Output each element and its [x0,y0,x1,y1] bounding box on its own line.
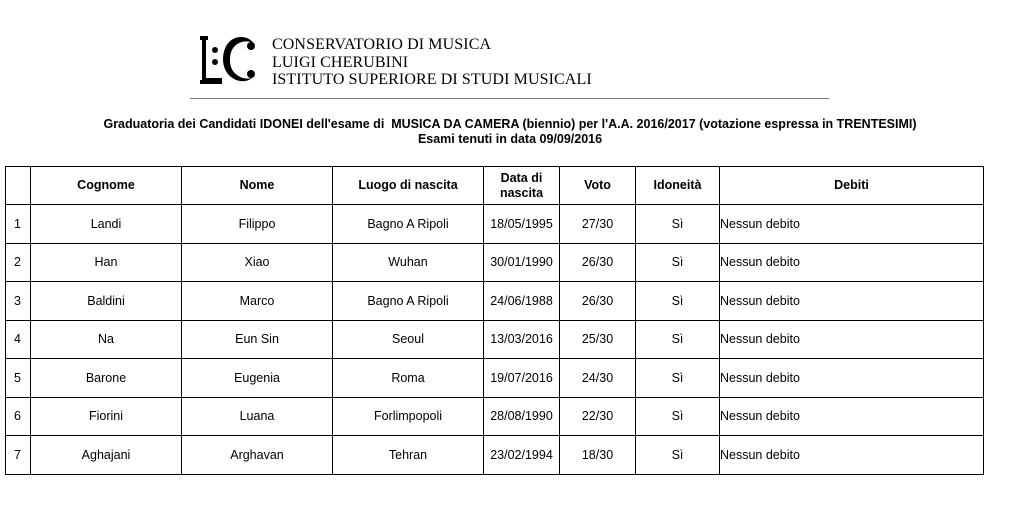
table-row [6,436,984,475]
row-index: 3 [6,282,31,321]
header-nome: Nome [182,167,333,205]
header-luogo-di-nascita: Luogo di nascita [333,167,484,205]
idoneita-cell: Sì [636,205,720,244]
voto-cell: 18/30 [560,436,636,475]
document-heading [0,117,1020,147]
debiti-cell: Nessun debito [720,282,984,321]
institution-name [272,36,592,89]
header-index [6,167,31,205]
cognome-cell: Barone [31,359,182,398]
idoneita-cell: Sì [636,436,720,475]
row-index: 1 [6,205,31,244]
row-index: 4 [6,320,31,359]
data-nascita-cell: 28/08/1990 [484,397,560,436]
table-body [6,205,984,475]
luogo-cell: Tehran [333,436,484,475]
header-divider [190,98,829,99]
nome-cell: Marco [182,282,333,321]
institution-line-2: LUIGI CHERUBINI [272,53,409,71]
data-nascita-cell: 19/07/2016 [484,359,560,398]
data-nascita-cell: 18/05/1995 [484,205,560,244]
table-row [6,243,984,282]
luogo-cell: Seoul [333,320,484,359]
heading-line-1: Graduatoria dei Candidati IDONEI dell'esame di MUSICA DA CAMERA (biennio) per l'A.A. 2016/2017 (votazione espressa in TRENTESIMI) [103,117,917,131]
luogo-cell: Wuhan [333,243,484,282]
voto-cell: 26/30 [560,243,636,282]
table-row [6,359,984,398]
row-index: 5 [6,359,31,398]
luogo-cell: Bagno A Ripoli [333,205,484,244]
cognome-cell: Han [31,243,182,282]
institution-line-3: ISTITUTO SUPERIORE DI STUDI MUSICALI [272,71,592,88]
debiti-cell: Nessun debito [720,205,984,244]
debiti-cell: Nessun debito [720,243,984,282]
header-cognome: Cognome [31,167,182,205]
table-row [6,320,984,359]
luogo-cell: Roma [333,359,484,398]
voto-cell: 22/30 [560,397,636,436]
idoneita-cell: Sì [636,243,720,282]
voto-cell: 25/30 [560,320,636,359]
nome-cell: Luana [182,397,333,436]
table-row [6,205,984,244]
cognome-cell: Na [31,320,182,359]
luogo-cell: Bagno A Ripoli [333,282,484,321]
nome-cell: Eun Sin [182,320,333,359]
table-header-row [6,167,984,205]
data-nascita-cell: 23/02/1994 [484,436,560,475]
debiti-cell: Nessun debito [720,359,984,398]
header-debiti: Debiti [720,167,984,205]
cognome-cell: Fiorini [31,397,182,436]
conservatorio-logo [196,32,258,90]
nome-cell: Filippo [182,205,333,244]
idoneita-cell: Sì [636,397,720,436]
cognome-cell: Baldini [31,282,182,321]
debiti-cell: Nessun debito [720,397,984,436]
heading-line-2: Esami tenuti in data 09/09/2016 [417,132,603,146]
table-row [6,397,984,436]
data-nascita-cell: 13/03/2016 [484,320,560,359]
table-row [6,282,984,321]
idoneita-cell: Sì [636,282,720,321]
voto-cell: 26/30 [560,282,636,321]
cognome-cell: Landi [31,205,182,244]
ranking-table [5,166,984,475]
header-data-di-nascita: Data di nascita [484,167,560,205]
row-index: 7 [6,436,31,475]
header-idoneita: Idoneità [636,167,720,205]
data-nascita-cell: 24/06/1988 [484,282,560,321]
header-voto: Voto [560,167,636,205]
idoneita-cell: Sì [636,320,720,359]
idoneita-cell: Sì [636,359,720,398]
voto-cell: 27/30 [560,205,636,244]
row-index: 6 [6,397,31,436]
luogo-cell: Forlimpopoli [333,397,484,436]
cognome-cell: Aghajani [31,436,182,475]
data-nascita-cell: 30/01/1990 [484,243,560,282]
nome-cell: Arghavan [182,436,333,475]
nome-cell: Eugenia [182,359,333,398]
institution-line-1: CONSERVATORIO DI MUSICA [272,36,492,53]
voto-cell: 24/30 [560,359,636,398]
row-index: 2 [6,243,31,282]
debiti-cell: Nessun debito [720,436,984,475]
debiti-cell: Nessun debito [720,320,984,359]
nome-cell: Xiao [182,243,333,282]
